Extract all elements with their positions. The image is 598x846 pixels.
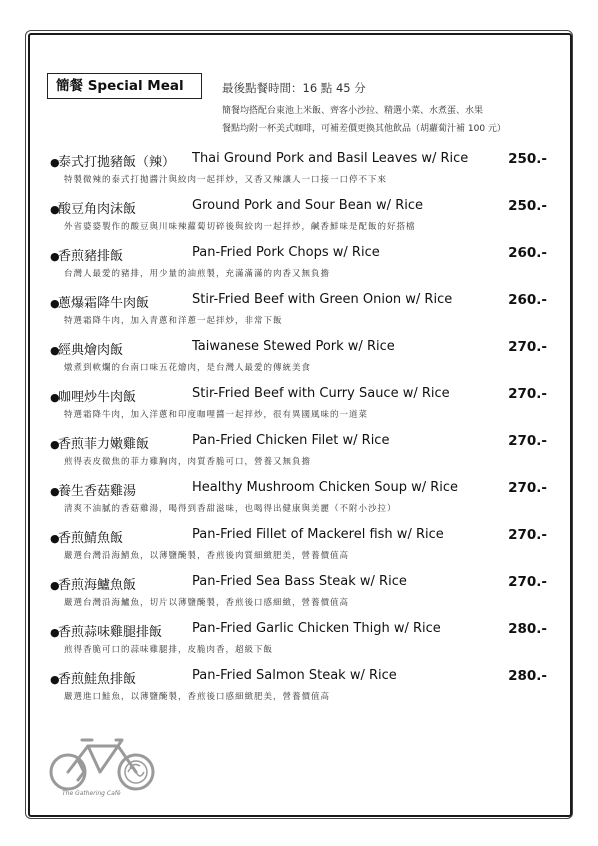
item-name-zh: 泰式打拋豬飯（辣）	[58, 155, 176, 170]
item-description: 特選霜降牛肉，加入青蔥和洋蔥一起拌炒，非常下飯	[64, 316, 283, 326]
meal-note-coffee: 餐點均附一杯美式咖啡，可補差價更換其他飲品（胡蘿蔔汁補 100 元）	[222, 124, 506, 134]
item-name-en: Pan-Fried Chicken Filet w/ Rice	[192, 433, 390, 448]
item-name-en: Pan-Fried Garlic Chicken Thigh w/ Rice	[192, 621, 441, 636]
item-description: 燉煮到軟爛的台南口味五花燴肉，是台灣人最愛的傳統美食	[64, 363, 312, 373]
menu-item	[50, 245, 555, 292]
menu-item	[50, 480, 555, 527]
item-description: 台灣人最愛的豬排，用少量的油煎製，充滿滿滿的肉香又無負擔	[64, 269, 331, 279]
item-name-zh: 香煎海鱸魚飯	[58, 578, 137, 593]
item-name-en: Stir-Fried Beef with Green Onion w/ Rice	[192, 292, 453, 307]
item-name-zh: 香煎菲力嫩雞飯	[58, 437, 150, 452]
menu-item	[50, 668, 555, 715]
item-name-en: Stir-Fried Beef with Curry Sauce w/ Rice	[192, 386, 450, 401]
menu-item	[50, 621, 555, 668]
item-price: 260.-	[508, 245, 547, 261]
bullet-icon: ●	[50, 344, 60, 357]
item-description: 煎得表皮微焦的菲力雞胸肉，肉質香脆可口，營養又無負擔	[64, 457, 312, 467]
menu-item	[50, 151, 555, 198]
bullet-icon: ●	[50, 203, 60, 216]
item-name-zh: 香煎蒜味雞腿排飯	[58, 625, 163, 640]
item-price: 250.-	[508, 198, 547, 214]
item-price: 270.-	[508, 339, 547, 355]
menu-item	[50, 292, 555, 339]
menu-item	[50, 574, 555, 621]
bullet-icon: ●	[50, 485, 60, 498]
menu-item	[50, 198, 555, 245]
item-name-en: Pan-Fried Pork Chops w/ Rice	[192, 245, 380, 260]
item-price: 270.-	[508, 527, 547, 543]
item-name-en: Pan-Fried Sea Bass Steak w/ Rice	[192, 574, 407, 589]
item-name-en: Thai Ground Pork and Basil Leaves w/ Rice	[192, 151, 469, 166]
item-description: 清爽不油膩的香菇雞湯，喝得到香甜滋味，也喝得出健康與美麗（不附小沙拉）	[64, 504, 397, 514]
bullet-icon: ●	[50, 391, 60, 404]
item-name-zh: 香煎豬排飯	[58, 249, 124, 264]
item-name-zh: 香煎鮭魚排飯	[58, 672, 137, 687]
item-name-en: Taiwanese Stewed Pork w/ Rice	[192, 339, 395, 354]
item-name-zh: 蔥爆霜降牛肉飯	[58, 296, 150, 311]
item-name-en: Pan-Fried Fillet of Mackerel fish w/ Rice	[192, 527, 444, 542]
item-description: 煎得香脆可口的蒜味雞腿排，皮脆肉香，超級下飯	[64, 645, 274, 655]
item-name-zh: 香煎鯖魚飯	[58, 531, 124, 546]
item-description: 特選霜降牛肉，加入洋蔥和印度咖哩醬一起拌炒，很有異國風味的一道菜	[64, 410, 369, 420]
item-description: 特製微辣的泰式打拋醬汁與絞肉一起拌炒，又香又辣讓人一口接一口停不下來	[64, 175, 388, 185]
item-price: 270.-	[508, 433, 547, 449]
last-order-time: 最後點餐時間：16 點 45 分	[222, 81, 366, 95]
item-price: 270.-	[508, 480, 547, 496]
menu-item	[50, 527, 555, 574]
menu-item	[50, 433, 555, 480]
item-name-en: Ground Pork and Sour Bean w/ Rice	[192, 198, 423, 213]
item-price: 260.-	[508, 292, 547, 308]
menu-item	[50, 386, 555, 433]
item-name-zh: 經典燴肉飯	[58, 343, 124, 358]
bullet-icon: ●	[50, 626, 60, 639]
meal-note-sides: 簡餐均搭配台東池上米飯、齊客小沙拉、精選小菜、水煮蛋、水果	[222, 106, 484, 116]
bullet-icon: ●	[50, 673, 60, 686]
bullet-icon: ●	[50, 438, 60, 451]
bullet-icon: ●	[50, 532, 60, 545]
bullet-icon: ●	[50, 250, 60, 263]
item-name-zh: 養生香菇雞湯	[58, 484, 137, 499]
bullet-icon: ●	[50, 579, 60, 592]
logo-text: The Gathering Café	[62, 790, 121, 797]
item-description: 嚴選台灣沿海鯖魚，以薄鹽醃製，香煎後肉質細緻肥美，營養價值高	[64, 551, 350, 561]
item-price: 280.-	[508, 668, 547, 684]
item-description: 嚴選台灣沿海鱸魚，切片以薄鹽醃製，香煎後口感細緻，營養價值高	[64, 598, 350, 608]
item-name-zh: 酸豆角肉沫飯	[58, 202, 137, 217]
item-name-en: Pan-Fried Salmon Steak w/ Rice	[192, 668, 397, 683]
item-description: 外省婆婆製作的酸豆與川味辣蘿蔔切碎後與絞肉一起拌炒，鹹香鮮味是配飯的好搭檔	[64, 222, 416, 232]
bullet-icon: ●	[50, 156, 60, 169]
item-price: 270.-	[508, 386, 547, 402]
item-price: 280.-	[508, 621, 547, 637]
item-name-zh: 咖哩炒牛肉飯	[58, 390, 137, 405]
item-description: 嚴選進口鮭魚，以薄鹽醃製，香煎後口感細緻肥美，營養價值高	[64, 692, 331, 702]
bullet-icon: ●	[50, 297, 60, 310]
item-price: 270.-	[508, 574, 547, 590]
menu-item	[50, 339, 555, 386]
item-name-en: Healthy Mushroom Chicken Soup w/ Rice	[192, 480, 459, 495]
section-title: 簡餐 Special Meal	[47, 73, 202, 99]
item-price: 250.-	[508, 151, 547, 167]
